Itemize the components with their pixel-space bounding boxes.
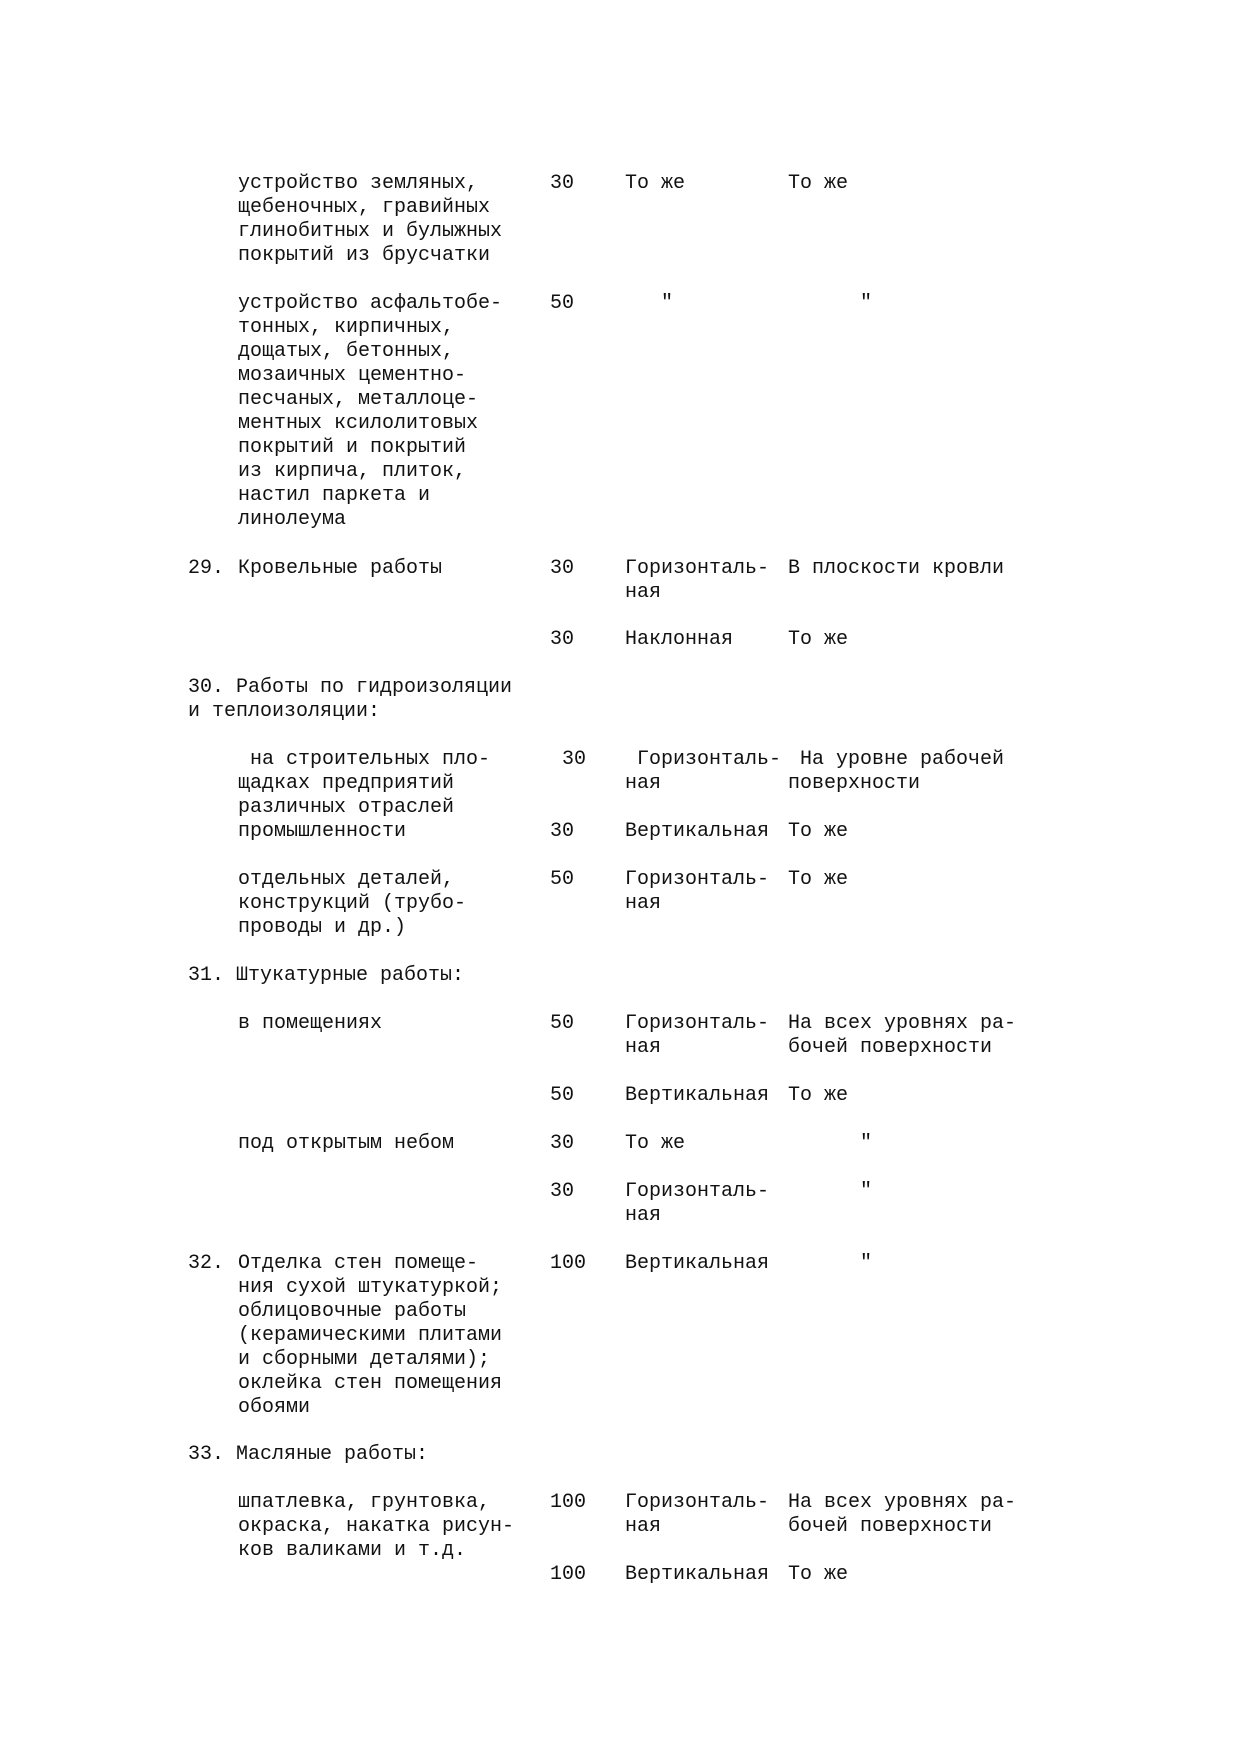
plane-height: " — [788, 1180, 873, 1203]
plane-type: Вертикальная — [625, 1563, 770, 1586]
illuminance-value: 30 — [550, 820, 575, 843]
plane-height: " — [788, 292, 873, 315]
illuminance-value: 30 — [550, 1132, 575, 1155]
plane-type: То же — [625, 172, 686, 195]
plane-type: Горизонталь- ная — [625, 868, 770, 915]
work-description: Отделка стен помеще- ния сухой штукатуркой; облицовочные работы (керамическими плитами и сборными деталями); оклейка стен помещения обоями — [238, 1252, 503, 1419]
plane-type: Горизонталь- ная — [625, 1491, 770, 1538]
plane-height: То же — [788, 868, 849, 891]
plane-type: Горизонталь- ная — [625, 557, 770, 604]
illuminance-value: 30 — [550, 748, 587, 771]
illuminance-value: 30 — [550, 172, 575, 195]
item-number: 29. — [188, 557, 225, 580]
plane-type: То же — [625, 1132, 686, 1155]
plane-height: То же — [788, 628, 849, 651]
work-description: на строительных пло- щадках предприятий различных отраслей промышленности — [238, 748, 491, 843]
plane-type: Горизонталь- ная — [625, 1012, 770, 1059]
plane-height: На всех уровнях ра- бочей поверхности — [788, 1491, 1017, 1538]
plane-height: В плоскости кровли — [788, 557, 1005, 580]
plane-type: Горизонталь- ная — [625, 748, 782, 795]
illuminance-value: 50 — [550, 1084, 575, 1107]
plane-height: То же — [788, 172, 849, 195]
illuminance-value: 30 — [550, 628, 575, 651]
plane-height: " — [788, 1132, 873, 1155]
plane-type: " — [625, 292, 674, 315]
work-description: в помещениях — [238, 1012, 383, 1035]
illuminance-value: 100 — [550, 1491, 587, 1514]
plane-type: Наклонная — [625, 628, 734, 651]
section-heading-text: 30. Работы по гидроизоляции и теплоизоляции: — [188, 676, 513, 723]
plane-type: Вертикальная — [625, 1252, 770, 1275]
work-description: Кровельные работы — [238, 557, 443, 580]
plane-type: Горизонталь- ная — [625, 1180, 770, 1227]
work-description: устройство асфальтобе- тонных, кирпичных, дощатых, бетонных, мозаичных цементно- песчаных, металлоце- ментных ксилолитовых покрытий и покрытий из кирпича, плиток, настил паркета и линолеума — [238, 292, 503, 531]
plane-type: Вертикальная — [625, 820, 770, 843]
illuminance-value: 50 — [550, 868, 575, 891]
illuminance-value: 100 — [550, 1252, 587, 1275]
section-heading-text: 31. Штукатурные работы: — [188, 964, 465, 987]
item-number: 32. — [188, 1252, 225, 1275]
plane-height: То же — [788, 1563, 849, 1586]
work-description: под открытым небом — [238, 1132, 455, 1155]
plane-height: То же — [788, 820, 849, 843]
section-heading-text: 33. Масляные работы: — [188, 1443, 429, 1466]
work-description: шпатлевка, грунтовка, окраска, накатка рисун- ков валиками и т.д. — [238, 1491, 515, 1562]
illuminance-value: 30 — [550, 1180, 575, 1203]
plane-height: То же — [788, 1084, 849, 1107]
illuminance-value: 30 — [550, 557, 575, 580]
work-description: отдельных деталей, конструкций (трубо- проводы и др.) — [238, 868, 467, 939]
plane-height: " — [788, 1252, 873, 1275]
plane-height: На уровне рабочей поверхности — [788, 748, 1005, 795]
illuminance-value: 50 — [550, 292, 575, 315]
illuminance-value: 50 — [550, 1012, 575, 1035]
plane-type: Вертикальная — [625, 1084, 770, 1107]
plane-height: На всех уровнях ра- бочей поверхности — [788, 1012, 1017, 1059]
work-description: устройство земляных, щебеночных, гравийных глинобитных и булыжных покрытий из брусчатки — [238, 172, 503, 267]
illuminance-value: 100 — [550, 1563, 587, 1586]
